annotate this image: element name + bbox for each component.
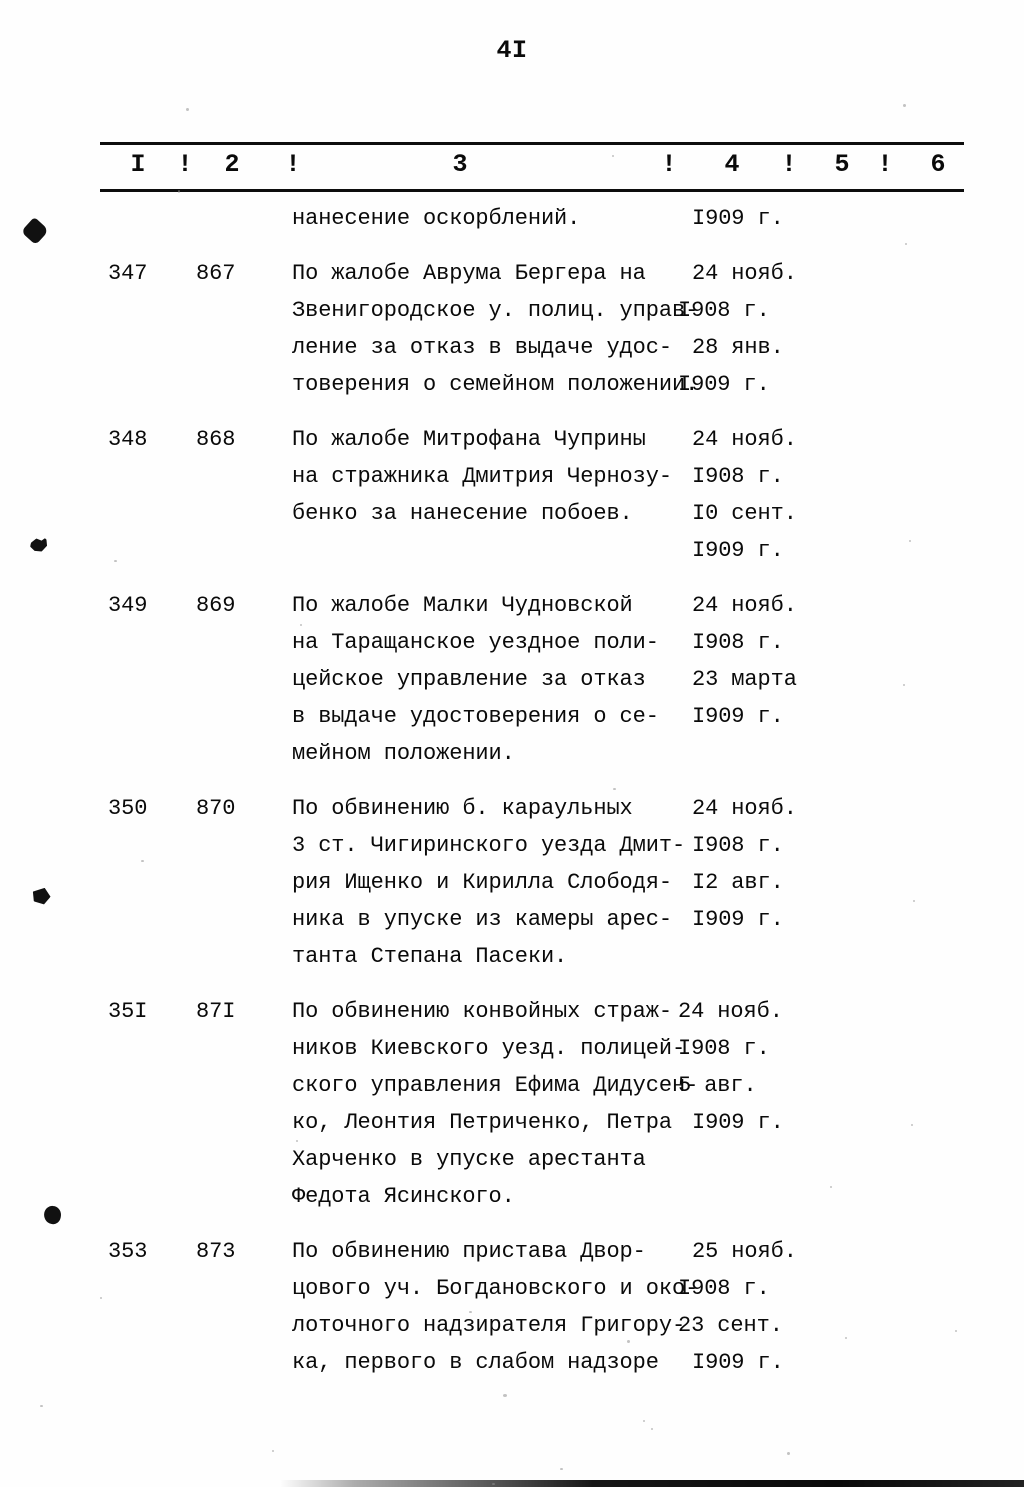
scan-speckle [40,1405,43,1407]
entry-line [0,292,1024,329]
scan-speckle [178,190,180,193]
inventory-entry [0,587,1024,772]
scan-speckle [905,243,907,245]
inventory-entry [0,1233,1024,1381]
entry-line [0,735,1024,772]
entry-date-line: I2 авг. [692,870,784,895]
column-header-cell: ! [285,150,301,179]
entry-file-number: 867 [196,261,236,286]
entry-description-line: Звенигородское у. полиц. управ- [292,298,699,323]
inventory-entry [0,993,1024,1215]
entry-line [0,827,1024,864]
entry-description-line: ка, первого в слабом надзоре [292,1350,659,1375]
entry-description-line: на стражника Дмитрия Чернозу- [292,464,672,489]
column-header-cell: 6 [930,150,946,179]
entry-description-line: По обвинению пристава Двор- [292,1239,646,1264]
entry-description-line: на Таращанское уездное поли- [292,630,659,655]
entry-description-line: в выдаче удостоверения о се- [292,704,659,729]
entry-file-number: 870 [196,796,236,821]
entry-line [0,1307,1024,1344]
entry-date-line: I909 г. [692,1110,784,1135]
entry-date-line: 24 нояб. [692,427,797,452]
scan-speckle [909,540,911,542]
entry-line [0,1067,1024,1104]
column-header-cell: ! [781,150,797,179]
entry-line [0,1270,1024,1307]
entry-date-line: I908 г. [692,630,784,655]
entry-number: 350 [108,796,148,821]
inventory-entry [0,255,1024,403]
entry-line [0,864,1024,901]
entry-line [0,1141,1024,1178]
entry-number: 347 [108,261,148,286]
entry-number: 35I [108,999,148,1024]
scan-speckle [903,104,906,107]
scan-speckle [141,860,144,862]
entry-file-number: 873 [196,1239,236,1264]
entry-description-line: мейном положении. [292,741,515,766]
entry-file-number: 869 [196,593,236,618]
entry-description-line: По жалобе Митрофана Чуприны [292,427,646,452]
scan-speckle [955,1330,957,1332]
entry-line [0,1233,1024,1270]
entry-description-line: По обвинению б. караульных [292,796,633,821]
entry-number: 353 [108,1239,148,1264]
column-header-cell: 3 [452,150,468,179]
inventory-entry [0,421,1024,569]
entry-number: 348 [108,427,148,452]
entry-description-line: ление за отказ в выдаче удос- [292,335,672,360]
page-folio-number: 4I [496,36,528,65]
entry-date-line: 5 авг. [678,1073,757,1098]
entry-description-line: Харченко в упуске арестанта [292,1147,646,1172]
scan-speckle [903,684,905,686]
entry-line [0,421,1024,458]
scan-edge-shadow [280,1480,1024,1487]
column-header-cell: 2 [224,150,240,179]
entry-line [0,938,1024,975]
scan-speckle [560,1468,563,1470]
entry-line [0,901,1024,938]
entry-date-line: I908 г. [692,464,784,489]
scan-speckle [830,1186,832,1188]
entry-date-line: I909 г. [692,206,784,231]
entry-date-line: I908 г. [678,1036,770,1061]
entry-date-line: 28 янв. [692,335,784,360]
scan-speckle [114,560,117,562]
entry-description-line: товерения о семейном положении. [292,372,699,397]
column-header-cell: 4 [724,150,740,179]
entry-file-number: 868 [196,427,236,452]
entry-date-line: I908 г. [692,833,784,858]
entry-description-line: цейское управление за отказ [292,667,646,692]
scan-speckle [651,1428,653,1430]
column-header-cell: ! [877,150,893,179]
entry-date-line: I908 г. [678,298,770,323]
entry-line [0,1030,1024,1067]
entry-date-line: 23 сент. [678,1313,783,1338]
entry-line [0,1104,1024,1141]
entry-description-line: лоточного надзирателя Григору- [292,1313,686,1338]
entry-line [0,1178,1024,1215]
entry-line [0,458,1024,495]
entry-date-line: I909 г. [692,704,784,729]
scan-speckle [913,900,915,902]
entry-description-line: 3 ст. Чигиринского уезда Дмит- [292,833,686,858]
entry-description-line: Федота Ясинского. [292,1184,515,1209]
entry-line [0,255,1024,292]
scan-speckle [186,108,189,111]
entry-list [0,200,1024,1399]
scan-speckle [492,1483,495,1485]
scan-speckle [612,155,614,157]
entry-date-line: I908 г. [678,1276,770,1301]
scan-speckle [787,1452,790,1455]
entry-description-line: ко, Леонтия Петриченко, Петра [292,1110,672,1135]
scan-speckle [845,1337,847,1339]
entry-description-line: ника в упуске из камеры арес- [292,907,672,932]
entry-description-line: цового уч. Богдановского и око- [292,1276,699,1301]
entry-description-line: нанесение оскорблений. [292,206,581,231]
entry-description-line: По жалобе Малки Чудновской [292,593,633,618]
column-header-cell: ! [661,150,677,179]
entry-line [0,1344,1024,1381]
entry-description-line: По обвинению конвойных страж- [292,999,672,1024]
entry-date-line: I909 г. [692,907,784,932]
scan-speckle [613,788,616,790]
entry-line [0,993,1024,1030]
entry-description-line: рия Ищенко и Кирилла Слободя- [292,870,672,895]
entry-date-line: 24 нояб. [692,261,797,286]
entry-description-line: ников Киевского уезд. полицей- [292,1036,686,1061]
entry-line [0,200,1024,237]
entry-date-line: I909 г. [678,372,770,397]
entry-line [0,329,1024,366]
entry-date-line: 25 нояб. [692,1239,797,1264]
scan-speckle [911,1124,913,1126]
column-header-cell: I [130,150,146,179]
inventory-entry [0,790,1024,975]
entry-date-line: I909 г. [692,538,784,563]
scan-speckle [296,1140,298,1142]
scan-speckle [100,1297,102,1299]
scan-speckle [627,1340,630,1343]
entry-number: 349 [108,593,148,618]
entry-file-number: 87I [196,999,236,1024]
entry-date-line: I909 г. [692,1350,784,1375]
entry-line [0,532,1024,569]
entry-date-line: 24 нояб. [678,999,783,1024]
scan-speckle [272,1450,274,1452]
entry-line [0,790,1024,827]
entry-line [0,587,1024,624]
scan-speckle [300,624,302,626]
entry-line [0,366,1024,403]
entry-line [0,624,1024,661]
inventory-entry [0,200,1024,237]
entry-description-line: По жалобе Аврума Бергера на [292,261,646,286]
entry-line [0,698,1024,735]
scan-speckle [469,1311,472,1313]
entry-description-line: бенко за нанесение побоев. [292,501,633,526]
column-number-header [100,142,964,192]
entry-description-line: танта Степана Пасеки. [292,944,568,969]
column-header-cell: 5 [834,150,850,179]
entry-date-line: 23 марта [692,667,797,692]
scan-speckle [643,1420,645,1422]
entry-line [0,661,1024,698]
entry-line [0,495,1024,532]
entry-description-line: ского управления Ефима Дидусен- [292,1073,699,1098]
entry-date-line: 24 нояб. [692,796,797,821]
entry-date-line: I0 сент. [692,501,797,526]
scan-speckle [503,1394,507,1397]
entry-date-line: 24 нояб. [692,593,797,618]
column-header-cell: ! [177,150,193,179]
